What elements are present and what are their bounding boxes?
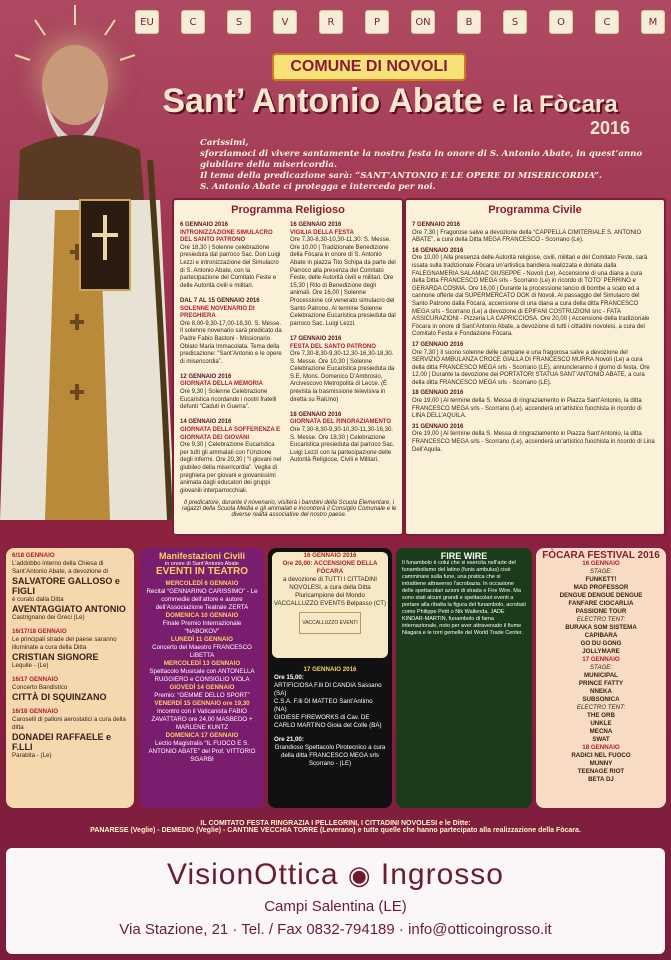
item-name: CRISTIAN SIGNORE bbox=[12, 652, 99, 662]
item-text: Concerto del Maestro FRANCESCO LIBETTA bbox=[152, 644, 252, 659]
sponsor-logo bbox=[6, 858, 665, 892]
item-text: Grandioso Spettacolo Pirotecnico a cura della ditta FRANCESCO MEGA srls Scorrano - (LE) bbox=[274, 744, 386, 767]
event-block bbox=[412, 342, 656, 388]
event-date: 17 GENNAIO 2016 bbox=[290, 335, 342, 342]
intro-line: S. Antonio Abate ci protegga e interceda per noi. bbox=[200, 182, 436, 192]
stage-label: STAGE: bbox=[589, 664, 613, 671]
title-year: 2016 bbox=[590, 118, 631, 138]
item-day: MERCOLEDÌ 13 GENNAIO bbox=[163, 660, 241, 667]
event-block bbox=[180, 298, 284, 366]
festival-date: 17 GENNAIO bbox=[582, 656, 620, 663]
item-day: DOMENICA 17 GENNAIO bbox=[165, 732, 239, 739]
card-title: Manifestazioni Civili bbox=[158, 551, 245, 561]
act: CAPIBARA bbox=[584, 632, 618, 639]
item-day: MERCOLEDÌ 6 GENNAIO bbox=[165, 580, 239, 587]
item-date: 16 GENNAIO 2016 bbox=[303, 552, 357, 559]
event-text: Ore 19,00 | Al termine della S. Messa di ringraziamento in Piazza Sant’Antonio, la ditta FRANCESCO MEGA srls - Scorrano (Le), accenderà un’artistico fuochista in ricordo di LINA DELL’AQUILA. bbox=[412, 398, 642, 420]
act: SUBSONICA bbox=[582, 696, 620, 703]
act: DENGUE DENGUE DENGUE bbox=[559, 592, 643, 599]
event-title: GIORNATA DEL RINGRAZIAMENTO bbox=[290, 419, 391, 426]
event-block bbox=[290, 336, 396, 404]
logo: S bbox=[227, 10, 251, 34]
item-place: Parabita - (Le) bbox=[12, 752, 52, 759]
intro-message bbox=[200, 138, 660, 193]
card-title: FÒCARA FESTIVAL 2016 bbox=[542, 550, 660, 561]
item-date: 17 GENNAIO 2016 bbox=[303, 666, 357, 673]
event-text: Ore 18,30 | Solenne celebrazione presieduta dal parroco Sac. Don Luigi Lezzi e intronizzazione del Simulacro di S. Antonio Abate, con la partecipazione del Comitato Feste e delle Autorità civili e militari. bbox=[180, 244, 281, 289]
act: RADICI NEL FUOCO bbox=[571, 752, 631, 759]
religioso-note: Il predicatore, durante il novenario, visiterà i bambini della Scuola Elementare, i ragazzi della Scuola Media e gli ammalati e incontrerà il Consiglio Comunale e le diverse realtà associative del nostro paese. bbox=[181, 500, 397, 518]
thanks-line: PANARESE (Veglie) - DEMEDIO (Veglie) - CANTINE VECCHIA TORRE (Leverano) e tutte quelle che hanno partecipato alla realizzazione della Fòcara. bbox=[90, 827, 581, 834]
logo: R bbox=[319, 10, 343, 34]
event-date: 14 GENNAIO 2016 bbox=[180, 419, 232, 426]
tent-label: ELECTRO TENT: bbox=[576, 704, 626, 711]
fire-wire-text bbox=[402, 552, 526, 637]
item-date: 16/17/18 GENNAIO bbox=[12, 628, 67, 635]
act: MUNNY bbox=[589, 760, 613, 767]
poster-title bbox=[120, 82, 660, 121]
item-time: Ore 21,00: bbox=[274, 736, 304, 743]
act: PASSIONE TOUR bbox=[575, 608, 627, 615]
event-date: 16 GENNAIO 2016 bbox=[412, 247, 464, 254]
logo: EU bbox=[135, 10, 159, 34]
card-heading: EVENTI IN TEATRO bbox=[155, 566, 249, 577]
act: MUNICIPAL bbox=[584, 672, 618, 679]
item-text: Finale Premio Internazionale “NABOKOV” bbox=[162, 620, 242, 635]
event-date: 6 GENNAIO 2016 bbox=[180, 222, 229, 228]
sponsor-name: Ingrosso bbox=[380, 858, 504, 891]
title-suffix: e la Fòcara bbox=[492, 91, 618, 118]
fireworks-item: C.S.A. F.lli DI MATTEO Sant’Antimo (NA) bbox=[274, 698, 373, 713]
item-date: 16/17 GENNAIO bbox=[12, 676, 59, 683]
item-name: CITTÀ DI SQUINZANO bbox=[12, 692, 107, 702]
act: JOLLYMARE bbox=[582, 648, 620, 655]
festival-date: 18 GENNAIO bbox=[582, 744, 620, 751]
event-block bbox=[412, 222, 656, 245]
event-block bbox=[180, 374, 284, 412]
logo: C bbox=[595, 10, 619, 34]
logo: P bbox=[365, 10, 389, 34]
act: MECNA bbox=[589, 728, 613, 735]
item-text: Recital “GENNARINO CARISSIMO” - Le commedie dell’attore e autore dell’Associazione Teatrale ZERTA bbox=[146, 588, 258, 611]
sponsor-city: Campi Salentina (LE) bbox=[264, 898, 407, 915]
event-date: 16 GENNAIO 2016 bbox=[290, 222, 342, 228]
act: BETA DJ bbox=[588, 776, 614, 783]
intro-line: sforziamoci di vivere santamente la nostra festa in onore di S. Antonio Abate, in quest’anno giubilare della misericordia. bbox=[200, 149, 643, 170]
card-teatro-text bbox=[146, 552, 258, 764]
intro-line: Carissimi, bbox=[200, 138, 249, 148]
event-text: Ore 19,00 | Al termine della S. Messa di ringraziamento in Piazza Sant’Antonio, la ditta FRANCESCO MEGA srls - Scorrano (Le), accenderà un’artistico fuochista in ricordo di Lina Dell’Aquila. bbox=[412, 431, 655, 453]
sponsor-address: Via Stazione, 21 · Tel. / Fax 0832-794189 · info@otticoingrosso.it bbox=[119, 921, 552, 938]
item-name: SALVATORE GALLOSO e FIGLI bbox=[12, 576, 120, 596]
item-text: Concerto Bandistico bbox=[12, 684, 68, 691]
logo-bar bbox=[135, 10, 665, 44]
item-date: 16/18 GENNAIO bbox=[12, 708, 59, 715]
accensione-box bbox=[272, 552, 388, 658]
card-accensione-fireworks bbox=[274, 666, 386, 768]
religioso-column-left bbox=[180, 222, 284, 495]
item-day: LUNEDÌ 11 GENNAIO bbox=[171, 636, 233, 643]
act: SWAT bbox=[592, 736, 610, 743]
fireworks-item: GIOIESE FIREWORKS di Cav. DE CARLO MARTINO Gioia del Colle (BA) bbox=[274, 714, 382, 729]
card-focara-festival bbox=[536, 548, 666, 808]
civile-list bbox=[412, 222, 656, 454]
event-date: 18 GENNAIO 2016 bbox=[412, 390, 464, 397]
event-block bbox=[412, 248, 656, 339]
card-subtitle: in onore di Sant’Antonio Abate bbox=[164, 561, 239, 567]
act: BURAKA SOM SISTEMA bbox=[565, 624, 637, 631]
thanks-line: IL COMITATO FESTA RINGRAZIA I PELLEGRINI, I CITTADINI NOVOLESI e le Ditte: bbox=[200, 820, 471, 827]
item-day: VENERDÌ 15 GENNAIO ore 19,30 bbox=[154, 700, 250, 707]
vaccalluzzo-logo: VACCALLUZZO EVENTI bbox=[299, 612, 361, 634]
item-text: Premio: “GEMME DELLO SPORT” bbox=[154, 692, 250, 699]
act: FUNKETT! bbox=[585, 576, 617, 583]
item-text: L’addobbo interno della Chiesa di Sant’Antonio Abate, a devozione di bbox=[12, 560, 108, 575]
event-text: Ore 7,30-8,30-9,30-10,30-11,30-16,30. S. Messe. Ore 18,30 | Celebrazione Eucaristica presieduta dal parroco Sac. Luigi Lezzi con la partecipazione delle Autorità Religiose, Civili e Militari. bbox=[290, 427, 395, 464]
act: NNEKA bbox=[589, 688, 612, 695]
item-text: a devozione di TUTTI I CITTADINI NOVOLESI, a cura della Ditta Pluricampione del Mondo VACCALLUZZO EVENTS Belpasso (CT) bbox=[273, 576, 387, 607]
religioso-column-right bbox=[290, 222, 396, 465]
item-text: Spettacolo Musicale con ANTONELLA RUGGIERO e CONSIGLIO VIOLA bbox=[149, 668, 255, 683]
event-title: SOLENNE NOVENARIO DI PREGHIERA bbox=[180, 305, 255, 320]
saint-statue-illustration bbox=[0, 0, 200, 540]
fireworks-item: ARTIFICIOSA F.lli DI CANDIA Sassano (SA) bbox=[274, 682, 382, 697]
event-date: 31 GENNAIO 2016 bbox=[412, 423, 464, 430]
act: MAD PROFESSOR bbox=[573, 584, 629, 591]
act: TEENAGE RIOT bbox=[577, 768, 625, 775]
item-time: Ore 15,00: bbox=[274, 674, 304, 681]
item-text: Caroselli di palloni aerostatici a cura della ditta bbox=[12, 716, 126, 731]
item-day: GIOVEDÌ 14 GENNAIO bbox=[169, 684, 235, 691]
logo: M bbox=[641, 10, 665, 34]
card-text: Il funambolo è colui che si esercita nell’arte del funambolismo del latino (funis ambulus) cioè camminare sulla fune, una pratica che si intrattiene attraverso l’acrobazia. In occasione delle spettacolari azioni di strada e Fire Wire. Ma sono stati alcuni grandi e spettacolari eventi a portare alla ribalta la figura del funambolo, acrobati come Philippe Petit o Nik Wallenda. JADE KINDAR-MARTIN, funambolo di fama internazionale, noto per aver attraversato il fiume Niagara e le torri gemelle del World Trade Center. bbox=[402, 560, 526, 636]
item-name: DONADEI RAFFAELE e F.LLI bbox=[12, 732, 112, 752]
logo: ON bbox=[411, 10, 435, 34]
item-date: 6/18 GENNAIO bbox=[12, 552, 55, 559]
item-text: Incontro con il Vaticanista FABIO ZAVATTARO ore 24,00 MASBEDO + MARLENE KUNTZ bbox=[151, 708, 253, 731]
logo: B bbox=[457, 10, 481, 34]
event-text: Ore 7,30-8,30-10,30-11,30. S. Messe. Ore 10,00 | Tradizionale Benedizione della Fòcara in onore di S. Antonio Abate in piazza Tito Schipa da parte del Parroco alla presenza del Comitato Feste, delle Autorità civili e militari. Ore 15,30 | Rito di Benedizione degli animali. Ore 16,00 | Solenne Processione col venerato simulacro del Santo Patrono. Al termine Solenne Celebrazione Eucaristica presieduta dal parroco Sac. Luigi Lezzi. bbox=[290, 237, 396, 327]
event-text: Ore 9,30 | Celebrazione Eucaristica per tutti gli ammalati con l’Unzione degli infermi. Ore 20,30 | “I giovani nel giubileo della misericordia”. Veglia di preghiera per giovani e giovanissimi animata dagli educatori dei gruppi giovanili interparrocchiali. bbox=[180, 442, 282, 494]
event-text: Ore 10,00 | Alla presenza delle Autorità religiose, civili, militari e del Comitato Feste, sarà issata sulla tradizionale Fòcara un’artistica bandiera realizzata e donata dalla FALEGNAMERIA SALAMAC GIUSEPPE - Novoli (Le). Accensione di una diana a cura della Ditta FRANCESCO MEGA srls - Scorrano (Le) in ricordo di TOTO’ PERRINO e GERARDA COSMA. Ore 16,00 | Durante la processione lancio di bombe a scalo ed a cannone offerte dal SUPERMERCATO DOK di Novoli. Al passaggio del Simulacro del Santo Patrono dalla Fòcara, accensione di una diana a cura della ditta FRANCESCO MEGA srls - Scorrano (Le) a devozione di EPIFANI COSTRUZIONI snc - FATA ASSICURAZIONI - Pizzeria LA CAPRICCIOSA. Ore 20,00 | Accensione della tradizionale Fòcara in onore di Sant’Antonio Abate, a devozione di tutti i cittadini novolesi, a cura del Comitato Festa e Fondazione Fòcara. bbox=[412, 255, 650, 338]
programma-civile-panel bbox=[404, 198, 666, 536]
card-addobbi bbox=[6, 548, 134, 808]
card-addobbi-text bbox=[12, 552, 130, 760]
event-title: INTRONIZZAZIONE SIMULACRO DEL SANTO PATRONO bbox=[180, 229, 273, 244]
event-date: DAL 7 AL 15 GENNAIO 2016 bbox=[180, 297, 260, 304]
act: GO DU GONG bbox=[580, 640, 622, 647]
event-date: 18 GENNAIO 2016 bbox=[290, 411, 342, 418]
event-block bbox=[180, 222, 284, 290]
item-text: è curato dalla Ditta bbox=[12, 596, 64, 603]
event-title: FESTA DEL SANTO PATRONO bbox=[290, 343, 376, 350]
logo: V bbox=[273, 10, 297, 34]
festival-text bbox=[542, 552, 660, 784]
act: PRINCE FATTY bbox=[578, 680, 624, 687]
item-place: Castrignano dei Greci (Le) bbox=[12, 614, 85, 621]
act: THE ORB bbox=[587, 712, 615, 719]
event-text: Ore 9,30 | Solenne Celebrazione Eucaristica ricordando i nostri fratelli defunti “Caduti in Guerra”. bbox=[180, 389, 277, 411]
item-text: Lectio Magistralis “IL FUOCO E S. ANTONIO ABATE” del Prof. VITTORIO SGARBI bbox=[148, 740, 256, 763]
panel-title: Programma Religioso bbox=[231, 204, 345, 216]
event-text: Ore 7,30 | Il suono solenne delle campane e una fragorosa salve a devozione del SERVIZIO AMBULANZA CROCE GIALLA DI FRANCESCO MURRA Novoli (Le) a cura della ditta FRANCESCO MEGA srls - Scorrano (LE), annuncieranno il giorno di festa. Ore 12,00 | Durante la devozione dei PORTATORI STATUA SANT’ANTONIO ABATE, a cura della ditta FRANCESCO MEGA srls - Scorrano (LE). bbox=[412, 349, 650, 386]
logo: C bbox=[181, 10, 205, 34]
sponsor-name: VisionOttica bbox=[167, 858, 339, 891]
event-text: Ore 8,00-9,30-17,00-18,30. S. Messe. Il solenne novenario sarà predicato da Padre Fabio Bastoni - Missionario Oblato Maria Immacolata. Tema della predicazione: “Sant’Antonio e le opere di misericordia”. bbox=[180, 320, 282, 365]
tent-label: ELECTRO TENT: bbox=[576, 616, 626, 623]
logo: S bbox=[503, 10, 527, 34]
title-main: Sant’ Antonio Abate bbox=[162, 82, 483, 120]
logo: O bbox=[549, 10, 573, 34]
eye-icon: ◉ bbox=[347, 860, 372, 890]
sponsor-banner bbox=[6, 848, 665, 954]
event-title: GIORNATA DELLA MEMORIA bbox=[180, 381, 263, 388]
card-eventi-teatro bbox=[140, 548, 264, 808]
event-block bbox=[412, 390, 656, 420]
panel-title: Programma Civile bbox=[488, 204, 582, 216]
festival-date: 16 GENNAIO bbox=[582, 560, 620, 567]
event-date: 17 GENNAIO 2016 bbox=[412, 341, 464, 348]
event-title: GIORNATA DELLA SOFFERENZA E GIORNATA DEI GIOVANI bbox=[180, 427, 281, 441]
event-title: VIGILIA DELLA FESTA bbox=[290, 229, 354, 236]
event-date: 12 GENNAIO 2016 bbox=[180, 373, 232, 380]
card-fire-wire bbox=[396, 548, 532, 808]
act: FANFARE CIOCARLIA bbox=[568, 600, 634, 607]
event-block bbox=[412, 424, 656, 454]
event-text: Ore 7,30-8,30-9,30-12,30-16,30-18,30. S. Messe. Ore 10,30 | Solenne Celebrazione Eucaristica presieduta da S.E. Mons. Domenico D’Ambrosio, Arcivescovo Metropolita di Lecce. (È prevista la trasmissione televisiva in diretta su RaiUno) bbox=[290, 351, 395, 403]
event-date: 7 GENNAIO 2016 bbox=[412, 222, 461, 228]
event-block bbox=[180, 419, 284, 495]
card-accensione bbox=[268, 548, 392, 808]
item-name: AVENTAGGIATO ANTONIO bbox=[12, 604, 126, 614]
event-block bbox=[290, 412, 396, 465]
event-block bbox=[290, 222, 396, 328]
act: UNKLE bbox=[590, 720, 612, 727]
item-place: Lequile - (Le) bbox=[12, 662, 49, 669]
item-day: DOMENICA 10 GENNAIO bbox=[165, 612, 239, 619]
thanks-banner bbox=[0, 820, 671, 834]
intro-line: Il tema della predicazione sarà: “SANT’ANTONIO E LE OPERE DI MISERICORDIA”. bbox=[200, 171, 602, 181]
item-text: Le principali strade del paese saranno illuminate a cura della Ditta bbox=[12, 636, 117, 651]
stage-label: STAGE: bbox=[589, 568, 613, 575]
item-time: Ore 20,00: ACCENSIONE DELLA FÒCARA bbox=[282, 560, 378, 575]
comune-banner: COMUNE DI NOVOLI bbox=[272, 53, 466, 81]
programma-religioso-panel bbox=[172, 198, 404, 536]
card-title: FIRE WIRE bbox=[440, 551, 488, 561]
event-text: Ore 7,30 | Fragorose salve a devozione della “CAPPELLA CIMITERIALE S. ANTONIO ABATE”, a cura della Ditta MEGA FRANCESCO - Scorrano (Le). bbox=[412, 229, 642, 244]
